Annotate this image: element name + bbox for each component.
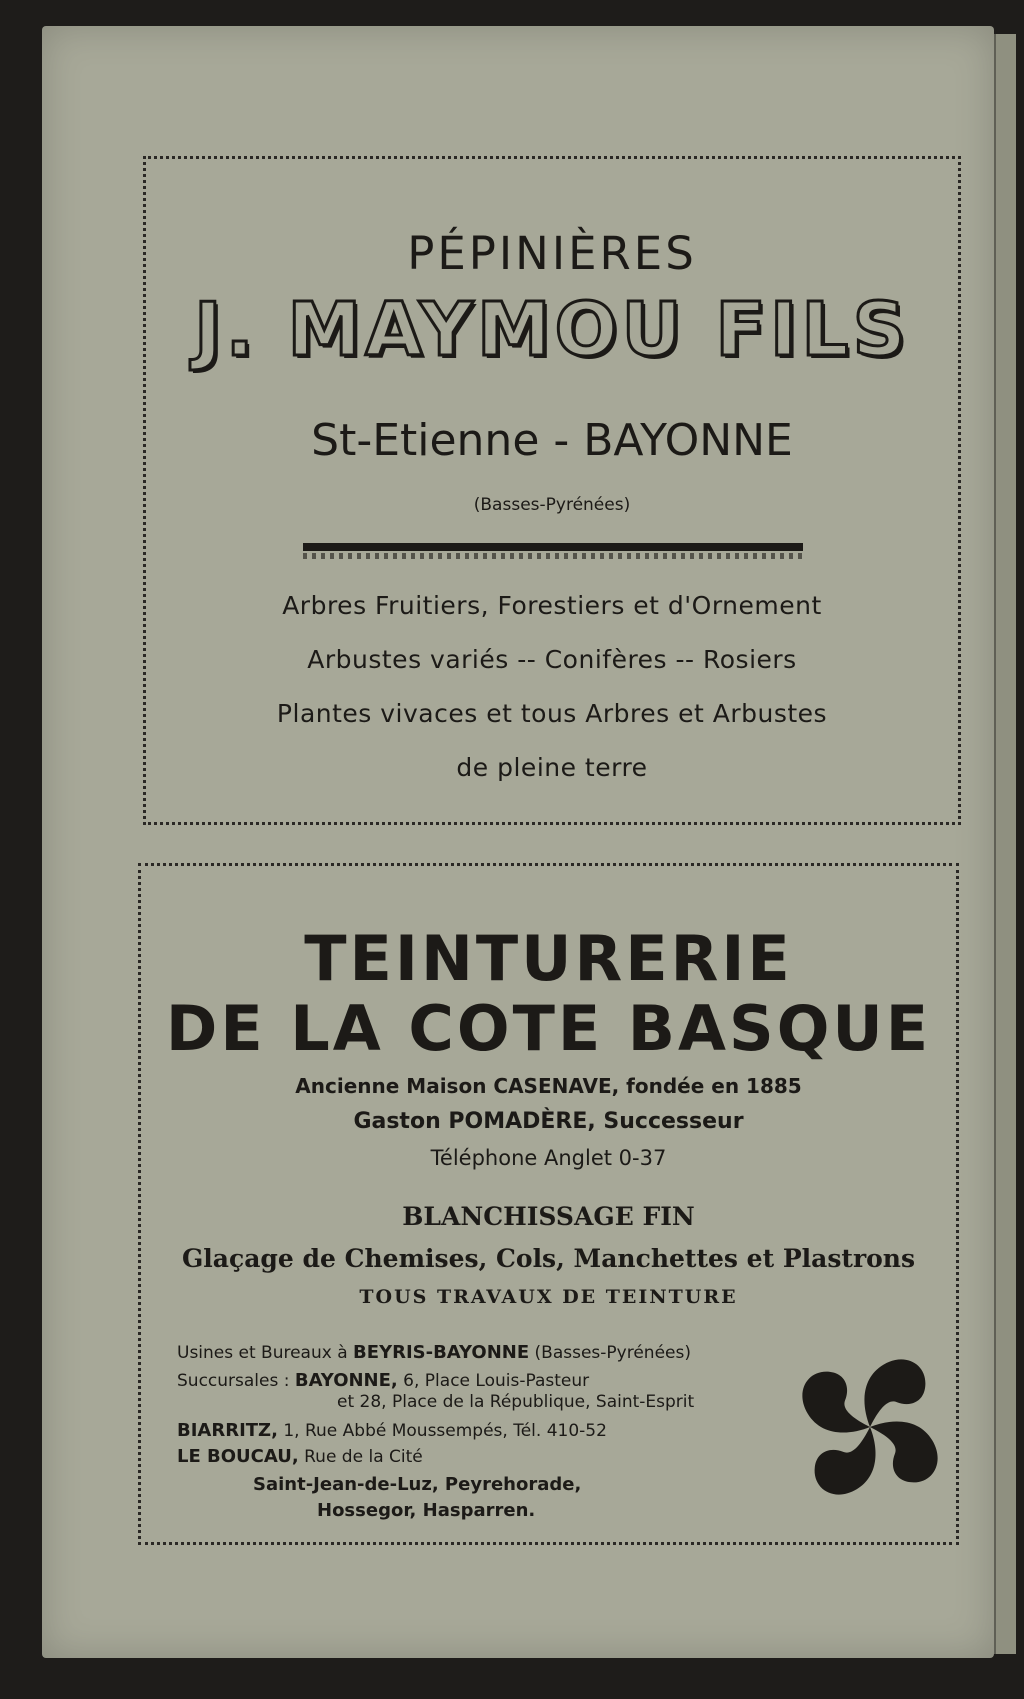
page-edge bbox=[994, 34, 1016, 1654]
lauburu-basque-cross-icon bbox=[781, 1338, 959, 1516]
service-extra: TOUS TRAVAUX DE TEINTURE bbox=[359, 1286, 738, 1308]
branch-address: 6, Place Louis-Pasteur bbox=[403, 1371, 590, 1391]
nursery-heading: PÉPINIÈRES bbox=[407, 227, 697, 280]
branch-city: BIARRITZ, bbox=[177, 1420, 278, 1441]
divider-rule bbox=[303, 543, 803, 551]
branch-boucau bbox=[177, 1446, 423, 1467]
other-towns-1: Saint-Jean-de-Luz, Peyrehorade, bbox=[253, 1474, 582, 1495]
nursery-line: Arbres Fruitiers, Forestiers et d'Ornement bbox=[282, 591, 822, 620]
dyeworks-title-line1: TEINTURERIE bbox=[304, 922, 793, 995]
other-towns-2: Hossegor, Hasparren. bbox=[317, 1500, 536, 1521]
divider-wave bbox=[303, 553, 803, 559]
nursery-line: Plantes vivaces et tous Arbres et Arbustes bbox=[276, 699, 828, 728]
factory-prefix: Usines et Bureaux à bbox=[177, 1343, 348, 1363]
factory-address bbox=[177, 1342, 691, 1363]
nursery-region: (Basses-Pyrénées) bbox=[473, 495, 631, 515]
branch-biarritz bbox=[177, 1420, 607, 1441]
phone-number: Téléphone Anglet 0-37 bbox=[430, 1146, 667, 1170]
former-house: Ancienne Maison CASENAVE, fondée en 1885 bbox=[295, 1074, 802, 1098]
nursery-line: de pleine terre bbox=[456, 753, 648, 782]
service-heading: BLANCHISSAGE FIN bbox=[402, 1202, 695, 1231]
dyeworks-advertisement bbox=[138, 863, 959, 1545]
branch-bayonne bbox=[177, 1370, 589, 1391]
document-page bbox=[42, 26, 994, 1658]
nursery-advertisement bbox=[143, 156, 961, 825]
branch-address: 1, Rue Abbé Moussempés, Tél. 410-52 bbox=[283, 1421, 607, 1441]
nursery-name: J. MAYMOU FILS bbox=[194, 287, 910, 373]
branch-bayonne-address-2: et 28, Place de la République, Saint-Esprit bbox=[337, 1392, 695, 1412]
factory-region: (Basses-Pyrénées) bbox=[534, 1343, 691, 1363]
branch-city: BAYONNE, bbox=[294, 1370, 398, 1391]
branch-city: LE BOUCAU, bbox=[177, 1446, 299, 1467]
nursery-line: Arbustes variés -- Conifères -- Rosiers bbox=[307, 645, 797, 674]
factory-place: BEYRIS-BAYONNE bbox=[353, 1342, 530, 1363]
branch-address: Rue de la Cité bbox=[304, 1447, 423, 1467]
successor: Gaston POMADÈRE, Successeur bbox=[353, 1109, 744, 1134]
dyeworks-title-line2: DE LA COTE BASQUE bbox=[165, 992, 932, 1065]
service-detail: Glaçage de Chemises, Cols, Manchettes et Plastrons bbox=[181, 1244, 916, 1273]
branches-prefix: Succursales : bbox=[177, 1371, 290, 1391]
nursery-location: St-Etienne - BAYONNE bbox=[311, 415, 793, 466]
